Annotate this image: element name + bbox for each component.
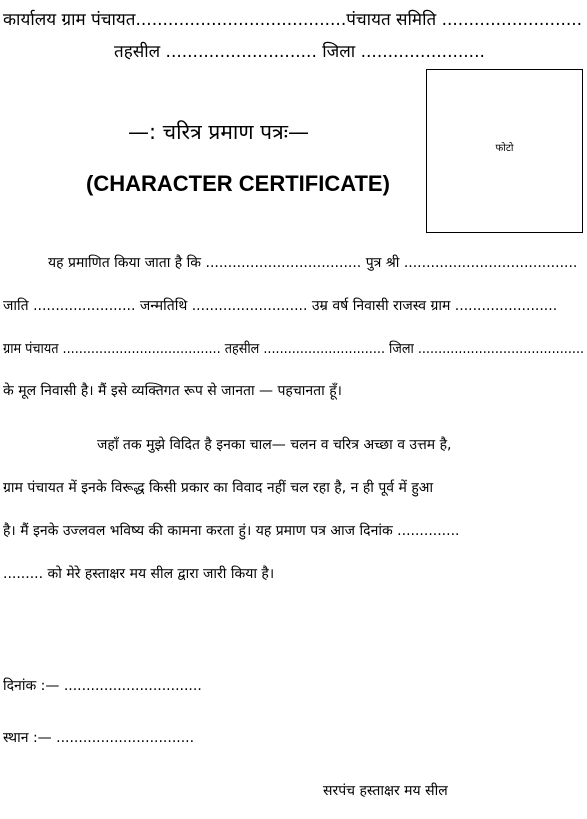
date-field: दिनांक :— ...............................: [3, 678, 202, 694]
body-line-6: ग्राम पंचायत में इनके विरूद्ध किसी प्रकार का विवाद नहीं चल रहा है, न ही पूर्व में हुआ: [3, 480, 434, 496]
photo-box: [426, 69, 583, 233]
header-tehsil-line: तहसील ............................ जिला .......................: [114, 42, 485, 62]
title-english: (CHARACTER CERTIFICATE): [86, 171, 390, 196]
body-line-7: है। मैं इनके उज्लवल भविष्य की कामना करता हुं। यह प्रमाण पत्र आज दिनांक ..............: [3, 523, 460, 539]
photo-label: फोटो: [495, 143, 514, 154]
header-office-line: कार्यालय ग्राम पंचायत.......................................पंचायत समिति ..........................: [3, 10, 583, 30]
body-line-5: जहाँ तक मुझे विदित है इनका चाल— चलन व चरित्र अच्छा व उत्तम है,: [97, 437, 452, 453]
body-line-3: ग्राम पंचायत ....................................... तहसील .............................. जिला .........................................: [3, 341, 585, 357]
body-line-1: यह प्रमाणित किया जाता है कि ................................... पुत्र श्री .......................................: [48, 255, 578, 271]
title-hindi: —: चरित्र प्रमाण पत्रः—: [128, 120, 309, 144]
signature-label: सरपंच हस्ताक्षर मय सील: [323, 783, 448, 799]
place-field: स्थान :— ...............................: [3, 730, 195, 746]
body-line-4: के मूल निवासी है। मैं इसे व्यक्तिगत रूप से जानता — पहचानता हूँ।: [3, 383, 342, 399]
body-line-2: जाति ....................... जन्मतिथि .......................... उम्र वर्ष निवासी राजस्व ग्राम .......................: [3, 298, 558, 314]
body-line-8: ......... को मेरे हस्ताक्षर मय सील द्वारा जारी किया है।: [3, 566, 275, 582]
